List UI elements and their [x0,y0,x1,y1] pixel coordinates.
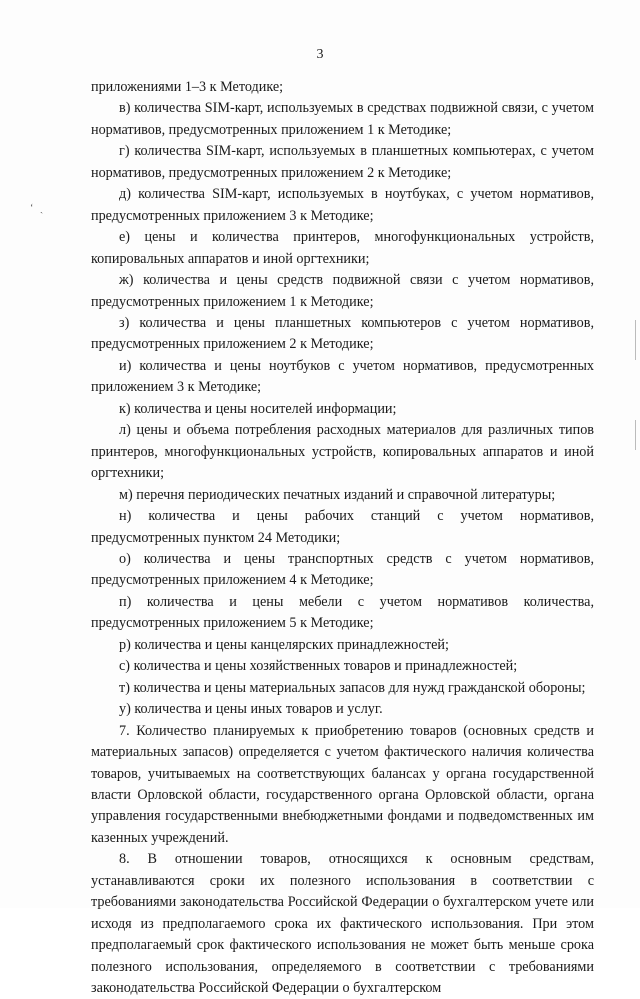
paragraph: в) количества SIM-карт, используемых в средствах подвижной связи, с учетом нормативов, предусмотренных приложением 1 к Методике; [91,100,594,138]
paragraph: р) количества и цены канцелярских принадлежностей; [119,636,449,653]
paragraph: приложениями 1–3 к Методике; [91,79,284,95]
paragraph: 7. Количество планируемых к приобретению товаров (основных средств и материальных запасов) определяется с учетом фактического наличия количества товаров, учитываемых на соответствующих балансах у органа государственной власти Орловской области, государственного органа Орловской области, органа управления государственными внебюджетными фондами и подведомственных им казенных учреждений. [91,722,594,846]
paragraph: з) количества и цены планшетных компьютеров с учетом нормативов, предусмотренных приложением 2 к Методике; [91,314,594,353]
paragraph: 8. В отношении товаров, относящихся к основным средствам, устанавливаются сроки их полезного использования в соответствии с требованиями законодательства Российской Федерации о бухгалтерском учете или исходя из предполагаемого срока их фактического использования. При этом предполагаемый срок фактического использования не может быть меньше срока полезного использования, определяемого в соответствии с требованиями законодательства Российской Федерации о бухгалтерском [91,851,594,997]
document-body [91,77,594,999]
paragraph: у) количества и цены иных товаров и услуг. [119,701,383,718]
paragraph: д) количества SIM-карт, используемых в ноутбуках, с учетом нормативов, предусмотренных приложением 3 к Методике; [91,186,594,224]
paragraph: г) количества SIM-карт, используемых в планшетных компьютерах, с учетом нормативов, предусмотренных приложением 2 к Методике; [91,143,594,181]
paragraph: ж) количества и цены средств подвижной связи с учетом нормативов, предусмотренных приложением 1 к Методике; [91,272,594,310]
paragraph: м) перечня периодических печатных изданий и справочной литературы; [119,486,556,503]
scan-edge-mark [635,320,636,360]
paragraph: т) количества и цены материальных запасов для нужд гражданской обороны; [119,679,586,696]
paragraph: к) количества и цены носителей информации; [119,400,397,417]
paragraph: с) количества и цены хозяйственных товаров и принадлежностей; [119,658,518,675]
paragraph: л) цены и объема потребления расходных материалов для различных типов принтеров, многофункциональных устройств, копировальных аппаратов и иной оргтехники; [91,422,594,482]
margin-mark: ‘ ˏ [30,203,46,214]
page-number: 3 [316,47,324,62]
paragraph: е) цены и количества принтеров, многофункциональных устройств, копировальных аппаратов и иной оргтехники; [91,229,594,267]
scan-edge-mark [635,420,636,450]
paragraph: о) количества и цены транспортных средств с учетом нормативов, предусмотренных приложением 4 к Методике; [91,550,594,589]
paragraph: н) количества и цены рабочих станций с учетом нормативов, предусмотренных пунктом 24 Методики; [91,508,594,546]
paragraph: п) количества и цены мебели с учетом нормативов количества, предусмотренных приложением 5 к Методике; [91,593,594,632]
paragraph: и) количества и цены ноутбуков с учетом нормативов, предусмотренных приложением 3 к Методике; [91,357,594,396]
